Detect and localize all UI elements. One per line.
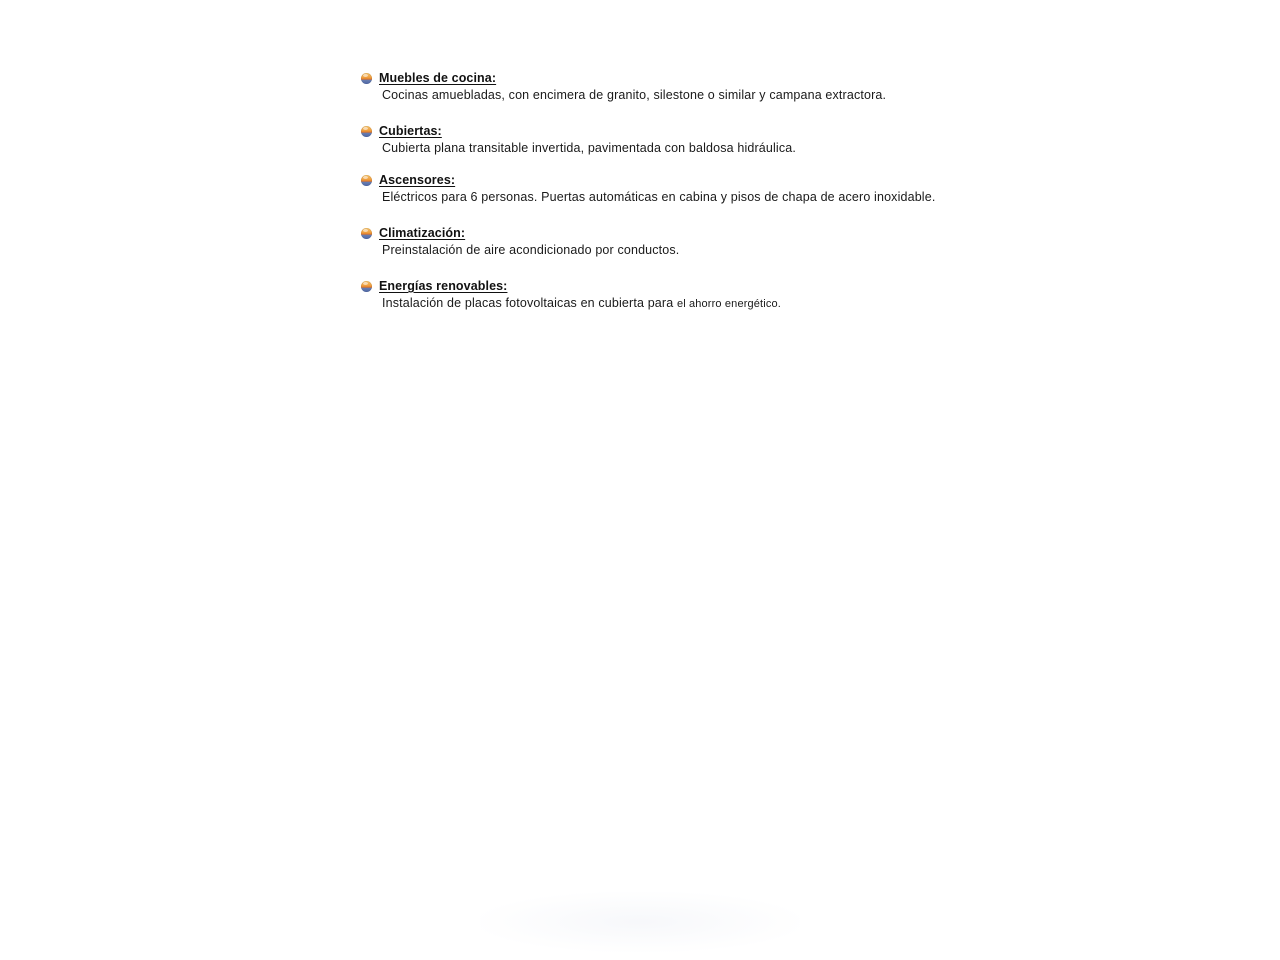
spec-item-header [361,277,981,295]
orb-bullet-icon [361,126,372,137]
orb-bullet-icon [361,175,372,186]
spec-item-title: Cubiertas: [379,124,442,138]
spec-item-description [382,296,981,310]
spec-item-description: Eléctricos para 6 personas. Puertas automáticas en cabina y pisos de chapa de acero inoxidable. [382,190,936,204]
orb-bullet-icon [361,281,372,292]
spec-item-kitchen [361,69,981,102]
spec-item-description-tail: el ahorro energético. [676,298,781,310]
spec-item-renewables [361,277,981,310]
spec-item-header [361,171,981,189]
spec-item-title: Climatización: [379,226,466,240]
spec-item-header [361,69,981,87]
spec-item-elevators [361,171,981,204]
spec-item-description-main: Instalación de placas fotovoltaicas en cubierta para [382,296,674,310]
spec-item-description: Preinstalación de aire acondicionado por conductos. [382,243,680,257]
orb-bullet-icon [361,73,372,84]
spec-item-roofs [361,122,981,155]
spec-item-title: Ascensores: [379,173,456,187]
spec-item-title: Energías renovables: [379,279,508,293]
faint-watermark [480,892,800,952]
spec-item-description: Cocinas amuebladas, con encimera de granito, silestone o similar y campana extractora. [382,88,887,102]
spec-item-description: Cubierta plana transitable invertida, pavimentada con baldosa hidráulica. [382,141,796,155]
orb-bullet-icon [361,228,372,239]
spec-item-header [361,224,981,242]
spec-item-title: Muebles de cocina: [379,71,497,85]
spec-item-header [361,122,981,140]
spec-item-climate [361,224,981,257]
